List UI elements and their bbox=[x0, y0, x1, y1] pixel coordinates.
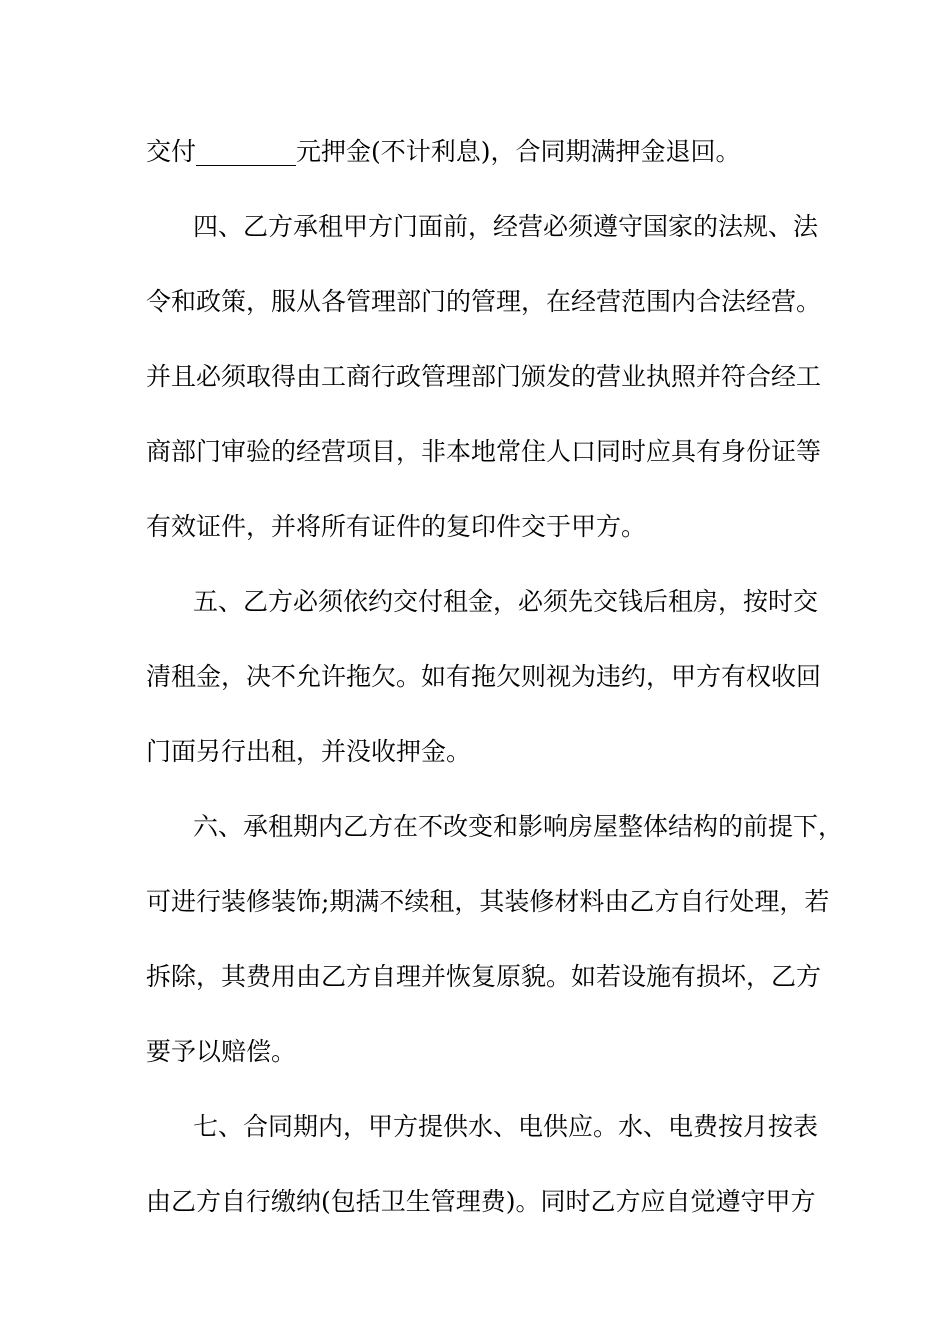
clause-6-heading-line: 六、承租期内乙方在不改变和影响房屋整体结构的前提下， bbox=[193, 812, 844, 841]
clause-5-heading-line: 五、乙方必须依约交付租金，必须先交钱后租房，按时交 bbox=[193, 587, 819, 616]
clause-4-heading-line: 四、乙方承租甲方门面前，经营必须遵守国家的法规、法 bbox=[193, 212, 819, 241]
text-line: 可进行装修装饰;期满不续租，其装修材料由乙方自行处理，若 bbox=[146, 887, 830, 916]
text-line: 有效证件，并将所有证件的复印件交于甲方。 bbox=[146, 512, 647, 541]
text-line: 交付________元押金(不计利息)，合同期满押金退回。 bbox=[146, 137, 741, 166]
text-line: 令和政策，服从各管理部门的管理，在经营范围内合法经营。 bbox=[146, 287, 822, 316]
text-line: 拆除，其费用由乙方自理并恢复原貌。如若设施有损坏，乙方 bbox=[146, 962, 822, 991]
text-line: 清租金，决不允许拖欠。如有拖欠则视为违约，甲方有权收回 bbox=[146, 662, 822, 691]
text-line: 门面另行出租，并没收押金。 bbox=[146, 737, 472, 766]
text-line: 商部门审验的经营项目，非本地常住人口同时应具有身份证等 bbox=[146, 437, 822, 466]
text-line: 要予以赔偿。 bbox=[146, 1037, 297, 1066]
clause-7-heading-line: 七、合同期内，甲方提供水、电供应。水、电费按月按表 bbox=[193, 1112, 819, 1141]
text-line: 由乙方自行缴纳(包括卫生管理费)。同时乙方应自觉遵守甲方 bbox=[146, 1187, 816, 1216]
text-line: 并且必须取得由工商行政管理部门颁发的营业执照并符合经工 bbox=[146, 362, 822, 391]
